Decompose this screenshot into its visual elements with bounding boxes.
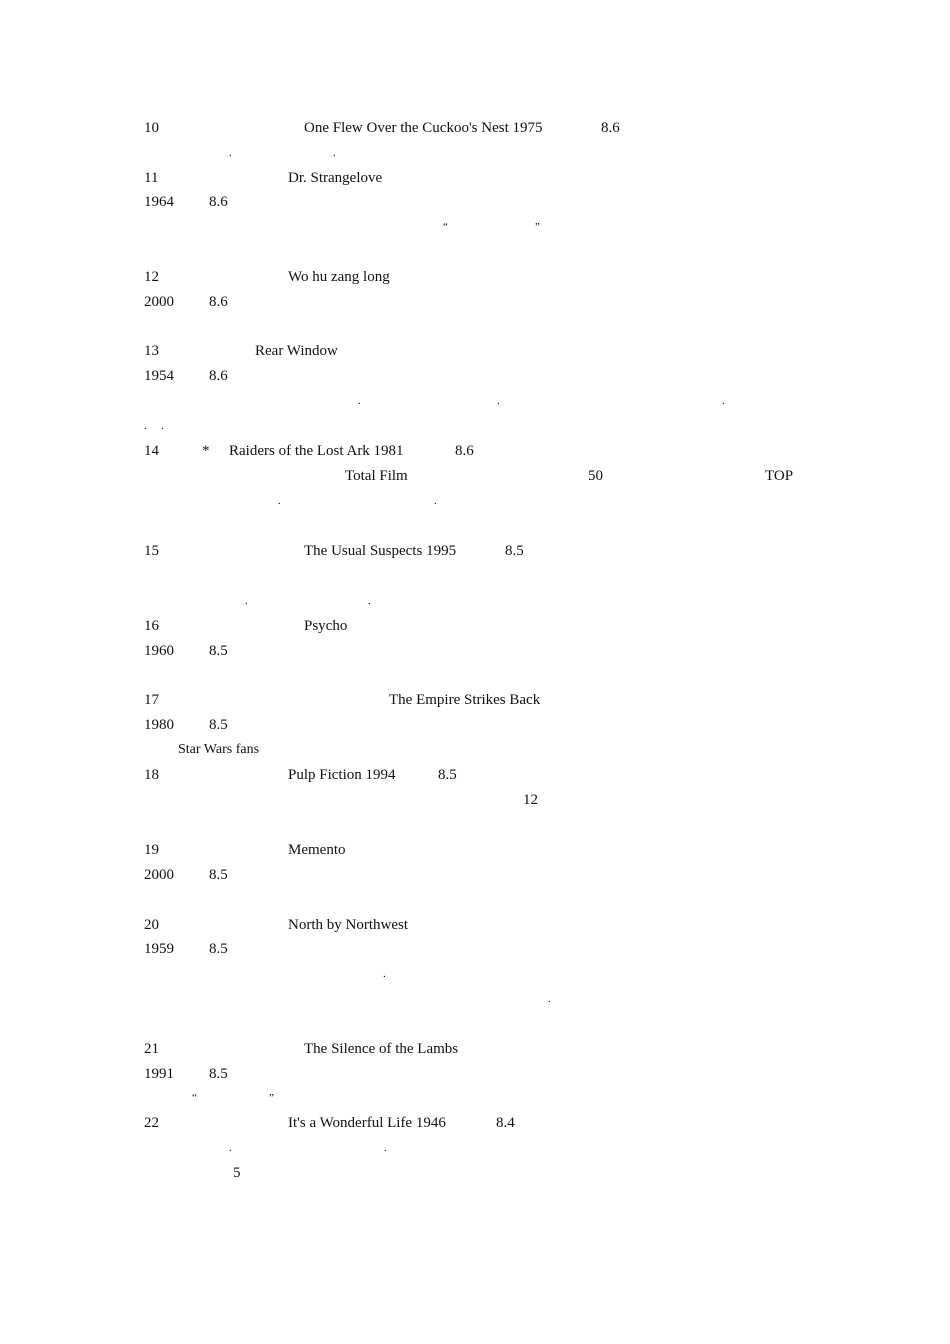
entry-desc: ” [535, 221, 542, 233]
entry-desc: . [333, 147, 338, 159]
entry-number: 19 [144, 842, 159, 858]
entry-rating: 8.5 [505, 543, 524, 559]
entry-title-en: The Usual Suspects 1995 [304, 543, 457, 559]
entry-year: 1964 [144, 194, 174, 210]
entry-title-en: Dr. Strangelove [288, 170, 383, 186]
entry-rating: 8.6 [455, 443, 474, 459]
entry-title-en: Memento [288, 842, 346, 858]
entry-year: 2000 [144, 294, 174, 310]
entry-desc: Star Wars fans [178, 742, 260, 757]
entry-rating: 8.6 [209, 368, 228, 384]
entry-title-en: Psycho [304, 618, 348, 634]
entry-desc: Total Film [345, 468, 408, 484]
entry-desc: ” [269, 1092, 276, 1104]
entry-title-en: The Silence of the Lambs [304, 1041, 459, 1057]
entry-desc: “ [192, 1092, 199, 1104]
entry-rating: 8.5 [209, 1066, 228, 1082]
entry-title-en: Pulp Fiction 1994 [288, 767, 396, 783]
entry-desc: . [384, 1142, 389, 1154]
entry-title-en: The Empire Strikes Back [389, 692, 541, 708]
entry-desc: . [383, 968, 388, 980]
entry-title-en: Raiders of the Lost Ark 1981 [229, 443, 404, 459]
entry-number: 17 [144, 692, 159, 708]
entry-year: 1960 [144, 643, 174, 659]
entry-desc: . [278, 495, 283, 507]
entry-rating: 8.5 [209, 717, 228, 733]
entry-desc: TOP [765, 468, 794, 484]
entry-number: 16 [144, 618, 159, 634]
entry-desc: “ [443, 221, 450, 233]
entry-number: 12 [144, 269, 159, 285]
entry-rating: 8.6 [601, 120, 620, 136]
entry-desc: 12 [523, 792, 538, 808]
entry-number: 21 [144, 1041, 159, 1057]
entry-desc: 50 [588, 468, 603, 484]
entry-desc: . [144, 420, 149, 432]
entry-year: 1954 [144, 368, 174, 384]
entry-desc: . [161, 420, 166, 432]
entry-desc: . [548, 993, 553, 1005]
entry-year: 1959 [144, 941, 174, 957]
entry-number: 22 [144, 1115, 159, 1131]
entry-number: 10 [144, 120, 159, 136]
entry-number: 14 [144, 443, 159, 459]
entry-desc: 5 [233, 1165, 241, 1181]
entry-number: 13 [144, 343, 159, 359]
entry-desc: . [722, 395, 727, 407]
entry-desc: . [434, 495, 439, 507]
entry-title-cn: * [202, 443, 210, 459]
entry-desc: . [229, 147, 234, 159]
entry-title-en: It's a Wonderful Life 1946 [288, 1115, 446, 1131]
entry-rating: 8.6 [209, 194, 228, 210]
entry-number: 20 [144, 917, 159, 933]
entry-rating: 8.5 [209, 941, 228, 957]
entry-number: 15 [144, 543, 159, 559]
entry-22-desc-line-3 [0, 1189, 15, 1243]
entry-year: 1991 [144, 1066, 174, 1082]
entry-number: 18 [144, 767, 159, 783]
entry-desc: . [245, 595, 250, 607]
entry-rating: 8.4 [496, 1115, 515, 1131]
entry-title-en: One Flew Over the Cuckoo's Nest 1975 [304, 120, 543, 136]
entry-desc: . [368, 595, 373, 607]
entry-year: 1980 [144, 717, 174, 733]
entry-number: 11 [144, 170, 159, 186]
entry-title-en: Wo hu zang long [288, 269, 390, 285]
entry-desc: . [229, 1142, 234, 1154]
entry-year: 2000 [144, 867, 174, 883]
entry-rating: 8.5 [209, 867, 228, 883]
entry-rating: 8.5 [209, 643, 228, 659]
entry-rating: 8.6 [209, 294, 228, 310]
entry-title-en: North by Northwest [288, 917, 408, 933]
entry-rating: 8.5 [438, 767, 457, 783]
entry-desc: . [358, 395, 363, 407]
entry-title-en: Rear Window [255, 343, 338, 359]
entry-desc: . [497, 395, 502, 407]
